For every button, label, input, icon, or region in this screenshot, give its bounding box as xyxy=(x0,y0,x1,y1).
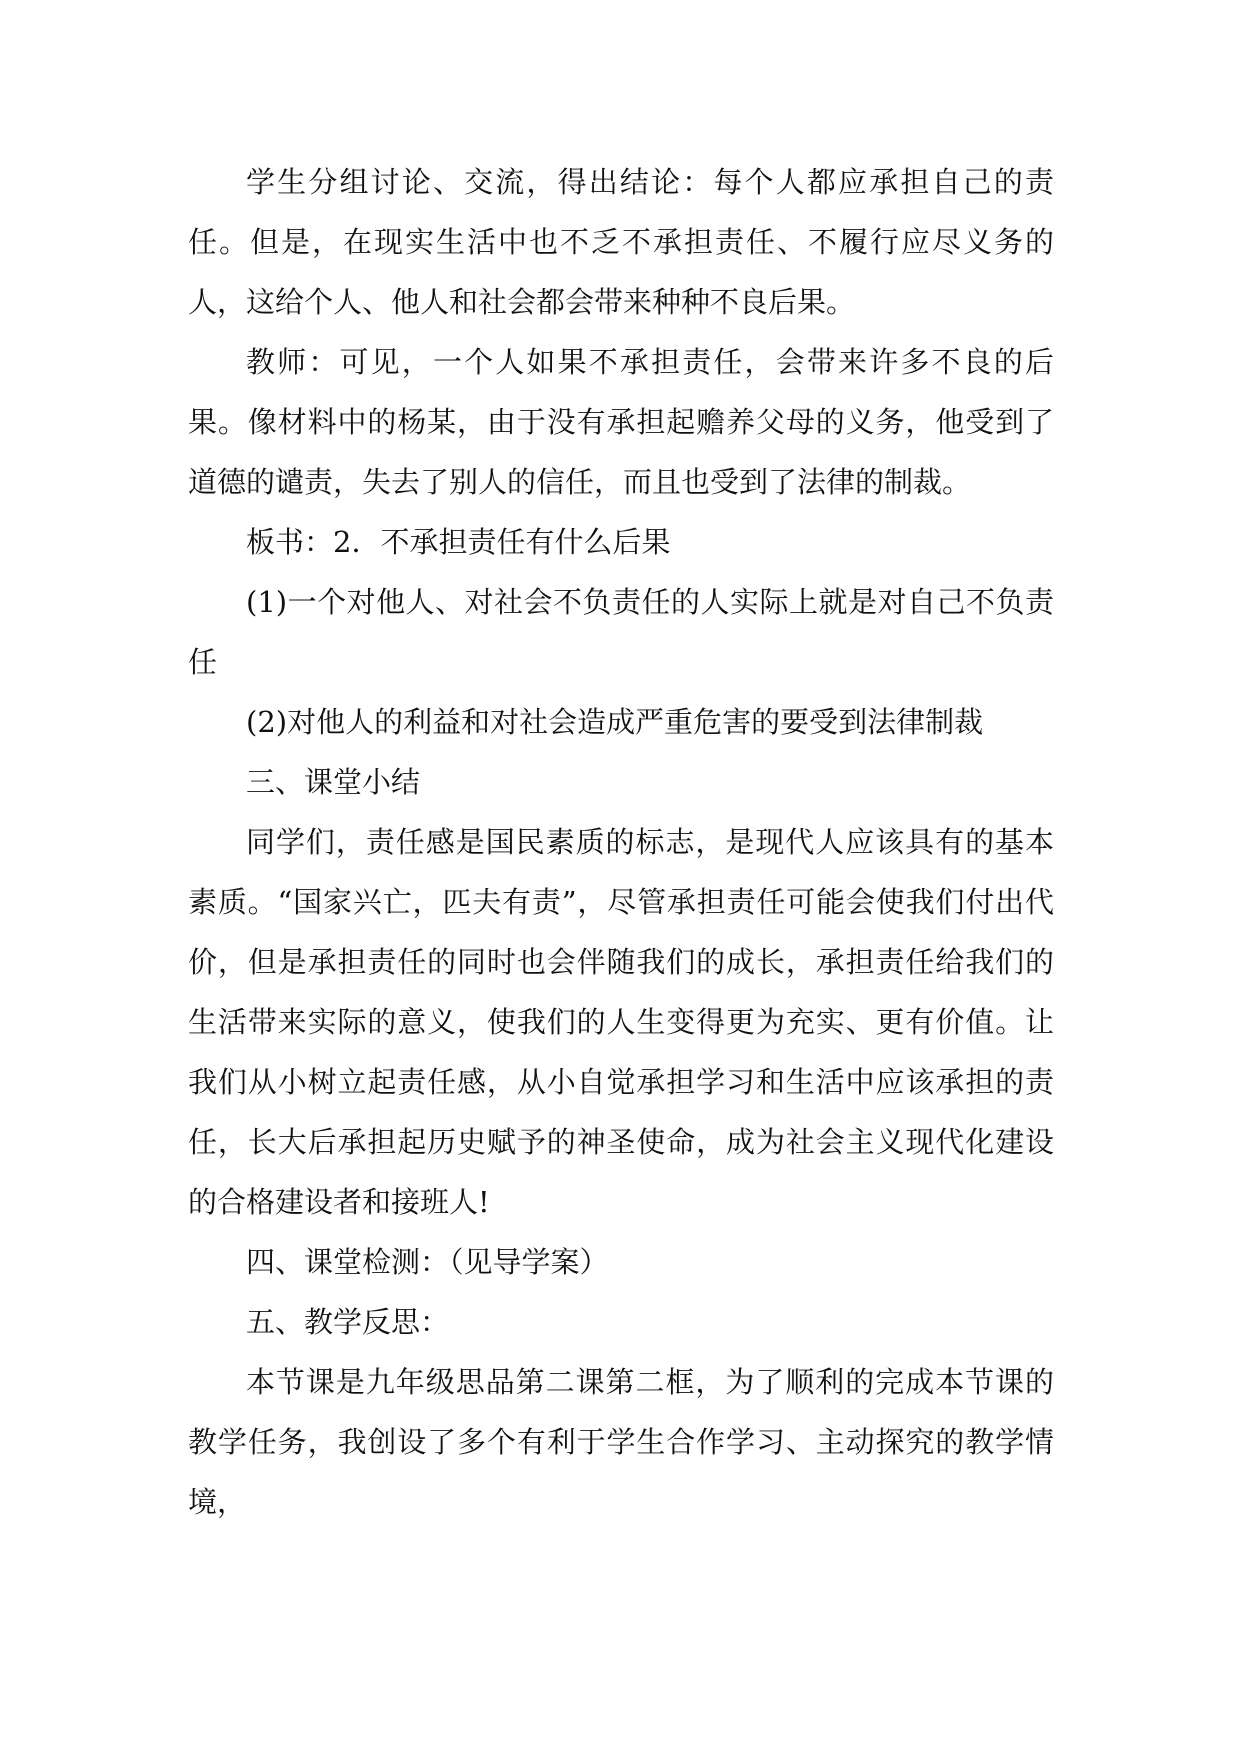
section-heading-summary: 三、课堂小结 xyxy=(246,765,421,799)
paragraph-board-heading: 板书：2．不承担责任有什么后果 xyxy=(246,525,671,559)
paragraph-point-1: (1)一个对他人、对社会不负责任的人实际上就是对自己不负责任 xyxy=(188,585,1054,679)
paragraph-point-2: (2)对他人的利益和对社会造成严重危害的要受到法律制裁 xyxy=(246,705,984,739)
document-body xyxy=(188,152,1054,1532)
paragraph-summary: 同学们，责任感是国民素质的标志，是现代人应该具有的基本素质。“国家兴亡，匹夫有责”，尽管承担责任可能会使我们付出代价，但是承担责任的同时也会伴随我们的成长，承担责任给我们的生活带来实际的意义，使我们的人生变得更为充实、更有价值。让我们从小树立起责任感，从小自觉承担学习和生活中应该承担的责任，长大后承担起历史赋予的神圣使命，成为社会主义现代化建设的合格建设者和接班人! xyxy=(188,825,1054,1219)
section-heading-test: 四、课堂检测：（见导学案） xyxy=(246,1245,609,1279)
paragraph-teacher-remark: 教师：可见，一个人如果不承担责任，会带来许多不良的后果。像材料中的杨某，由于没有承担起赡养父母的义务，他受到了道德的谴责，失去了别人的信任，而且也受到了法律的制裁。 xyxy=(188,345,1054,499)
paragraph-reflection: 本节课是九年级思品第二课第二框，为了顺利的完成本节课的教学任务，我创设了多个有利于学生合作学习、主动探究的教学情境， xyxy=(188,1365,1054,1519)
section-heading-reflection: 五、教学反思： xyxy=(246,1305,450,1339)
paragraph-group-discussion: 学生分组讨论、交流，得出结论：每个人都应承担自己的责任。但是，在现实生活中也不乏不承担责任、不履行应尽义务的人，这给个人、他人和社会都会带来种种不良后果。 xyxy=(188,165,1054,319)
